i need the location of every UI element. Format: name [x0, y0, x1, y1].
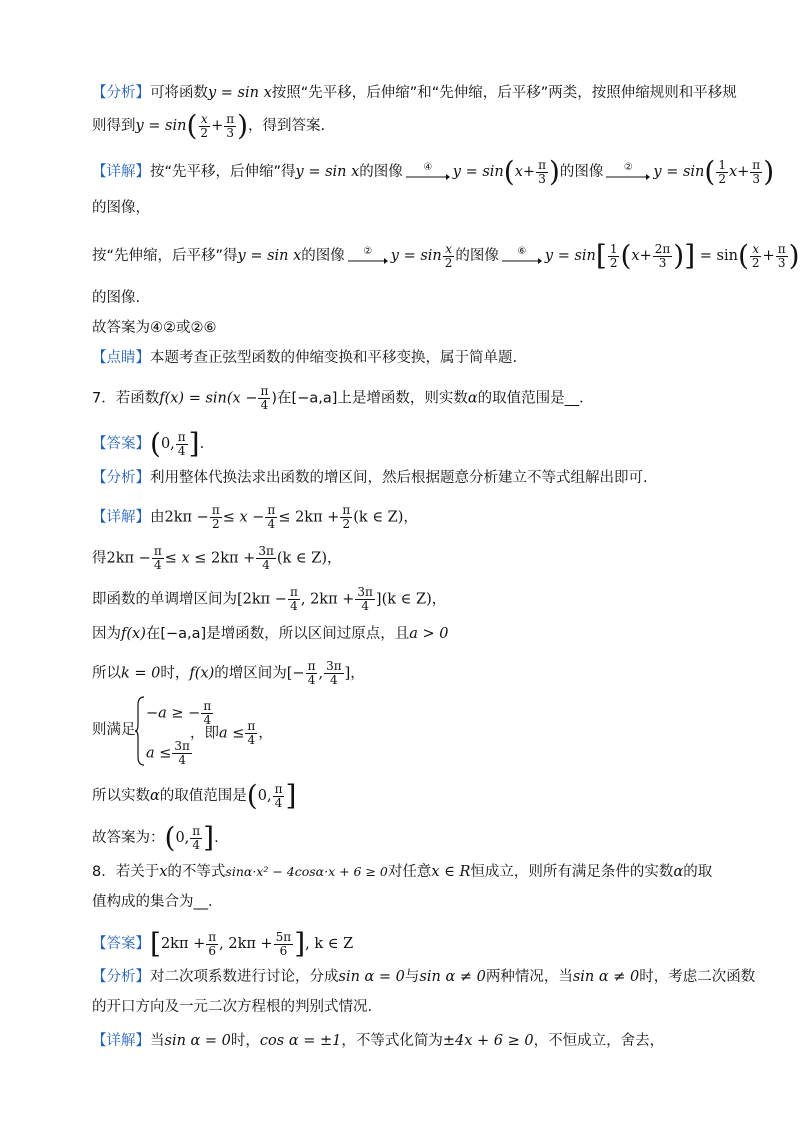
- question-number: 8．若关于: [92, 864, 160, 880]
- math: α: [150, 788, 160, 804]
- math: ±4x + 6 ≥ 0: [442, 1033, 534, 1049]
- text: 在[−a,a]是增函数，所以区间过原点，且: [145, 626, 410, 642]
- analysis-tag: 【分析】: [92, 470, 150, 486]
- math: k = 0: [121, 665, 161, 682]
- p7-analysis: [92, 468, 704, 488]
- text: 的图像: [359, 164, 403, 180]
- comment-tag: 【点睛】: [92, 350, 150, 366]
- math: α: [673, 864, 684, 880]
- paren: (: [186, 109, 198, 142]
- math: (k ∈ Z)，: [276, 550, 342, 567]
- detail-tag: 【详解】: [92, 1033, 150, 1049]
- text: 对任意: [387, 864, 432, 880]
- text: 时，: [160, 665, 190, 682]
- math: y = sin x: [295, 164, 360, 180]
- p6-answer-line: 故答案为④②或②⑥: [92, 320, 217, 336]
- math: cos α = ±1: [259, 1033, 342, 1049]
- text: 时，考虑二次函数: [639, 969, 756, 985]
- math: y = sin x: [208, 85, 272, 101]
- text: 利用整体代换法求出函数的增区间，然后根据题意分析建立不等式组解出即可.: [150, 470, 648, 486]
- p6-analysis-line1: [92, 83, 737, 103]
- answer-blank: __．: [193, 894, 223, 910]
- math: f(x) = sin(x −: [159, 390, 258, 407]
- text: 的增区间为: [214, 665, 287, 682]
- text: ，得到答案.: [248, 118, 326, 134]
- fraction: $\frac{x}{2}$: [200, 111, 209, 140]
- text: 故答案为：: [92, 830, 165, 846]
- p8-question-line2: [92, 892, 704, 912]
- p7-detail-5: 所以k = 0时，f(x)的增区间为[− $\frac{\pi}{4}$ , $\frac{3\pi}{4}$ ]，: [92, 659, 365, 687]
- detail-tag: 【详解】: [92, 509, 150, 526]
- text: 的取值范围是: [477, 390, 565, 407]
- answer-tag: 【答案】: [92, 436, 150, 452]
- p7-detail-1: 【详解】由2kπ − $\frac{\pi}{2}$ ≤ x − $\frac{\pi}{4}$ ≤ 2kπ + $\frac{\pi}{2}$ (k ∈ Z)，: [92, 503, 418, 531]
- question-number: 7．若函数: [92, 390, 160, 407]
- math: x ∈ R: [431, 864, 471, 880]
- p7-system-row2: a ≤ $\frac{3\pi}{4}$: [146, 739, 190, 767]
- p7-detail-4: 因为f(x)在[−a,a]是增函数，所以区间过原点，且a > 0: [92, 626, 449, 642]
- text: 按照“先平移，后伸缩”和“先伸缩，后平移”两类，按照伸缩规则和平移规: [271, 85, 737, 101]
- math: (k ∈ Z)，: [381, 591, 447, 608]
- text: 的图像: [301, 248, 345, 264]
- text: 值构成的集合为: [92, 894, 194, 910]
- text: 按“先平移，后伸缩”得: [150, 164, 296, 180]
- p6-detail-line2: 的图像，: [92, 200, 150, 216]
- text: 所以实数: [92, 788, 150, 804]
- text: )在[−a,a]上是增函数，则实数: [271, 390, 468, 407]
- p8-answer: 【答案】[2kπ + $\frac{\pi}{6}$ , 2kπ + $\frac{5\pi}{6}$ ], k ∈ Z: [92, 927, 354, 960]
- math: α: [467, 390, 478, 407]
- text: 由: [150, 509, 165, 526]
- text: 的取值范围是: [159, 788, 247, 804]
- math: y = sin: [135, 118, 187, 134]
- answer-tag: 【答案】: [92, 936, 150, 952]
- text: 本题考查正弦型函数的伸缩变换和平移变换，属于简单题.: [150, 350, 518, 366]
- arrow-icon: ⑥: [502, 247, 542, 265]
- math: sin α ≠ 0: [572, 969, 640, 985]
- math: y = sin: [452, 164, 504, 180]
- text: 因为: [92, 626, 121, 642]
- text: 得: [92, 550, 107, 567]
- math: , k ∈ Z: [305, 936, 354, 952]
- p7-detail-6-label: 则满足: [92, 722, 136, 738]
- text: 可将函数: [150, 85, 208, 101]
- p6-comment-line: [92, 348, 704, 368]
- text: 的图像: [455, 248, 499, 264]
- math: sin α = 0: [164, 1033, 231, 1049]
- text: 即函数的单调增区间为: [92, 591, 237, 608]
- math: (k ∈ Z)，: [353, 509, 418, 526]
- arrow-icon: ②: [606, 163, 650, 181]
- answer-blank: __．: [564, 390, 594, 407]
- p7-detail-8: 故答案为：(0, $\frac{\pi}{4}$ ].: [92, 821, 219, 854]
- analysis-tag: 【分析】: [92, 85, 150, 101]
- text: 按“先伸缩，后平移”得: [92, 248, 238, 264]
- p7-detail-3: 即函数的单调增区间为[2kπ − $\frac{\pi}{4}$ , 2kπ + $\frac{3\pi}{4}$ ](k ∈ Z)，: [92, 585, 447, 613]
- text: 对二次项系数进行讨论，分成: [150, 969, 339, 985]
- text: 时，: [230, 1033, 260, 1049]
- text: 的不等式: [167, 864, 226, 880]
- text: 两种情况，当: [485, 969, 573, 985]
- detail-tag: 【详解】: [92, 164, 150, 180]
- p6-detail-line3: 按“先伸缩，后平移”得y = sin x的图像 ② y = sin $\frac{x}{2}$ 的图像 ⑥ y = sin[ $\frac{1}{2}$ (x+ $\frac{2\pi}{3}$ )] = sin( $\frac{x}{2}$ + $\frac{\pi}{3}$ ): [92, 239, 800, 272]
- text: 恒成立，则所有满足条件的实数: [470, 864, 674, 880]
- text: ，不等式化简为: [341, 1033, 443, 1049]
- p8-analysis-line2: 的开口方向及一元二次方程根的判别式情况.: [92, 999, 373, 1015]
- text: 与: [404, 969, 420, 985]
- text: 则得到: [92, 118, 136, 134]
- math: y = sin x: [237, 248, 302, 264]
- p8-question-line1: [92, 862, 713, 882]
- paren: ): [237, 109, 249, 142]
- math: sin α ≠ 0: [419, 969, 486, 985]
- p8-analysis-line1: [92, 967, 756, 987]
- p7-detail-6-result: ，即a ≤ $\frac{\pi}{4}$ ，: [190, 719, 273, 747]
- p7-detail-2: 得2kπ − $\frac{\pi}{4}$ ≤ x ≤ 2kπ + $\frac{3\pi}{4}$ (k ∈ Z)，: [92, 544, 342, 572]
- p6-analysis-line2: 则得到y = sin( $\frac{x}{2}$ + $\frac{\pi}{3}$ )，得到答案.: [92, 109, 326, 142]
- text: 所以: [92, 665, 121, 682]
- text: ，即: [190, 725, 219, 742]
- analysis-tag: 【分析】: [92, 969, 150, 985]
- p6-detail-line1: 【详解】按“先平移，后伸缩”得y = sin x的图像 ④ y = sin(x+ $\frac{\pi}{3}$ )的图像 ② y = sin( $\frac{1}{2}$ x+ $\frac{\pi}{3}$ ): [92, 155, 775, 188]
- p7-question: 7．若函数f(x) = sin(x − $\frac{\pi}{4}$ )在[−a,a]上是增函数，则实数α的取值范围是__．: [92, 384, 594, 412]
- math: sinα·x² − 4cosα·x + 6 ≥ 0: [225, 864, 388, 879]
- text: ，不恒成立，舍去，: [533, 1033, 665, 1049]
- text: 的图像: [559, 164, 604, 180]
- p7-detail-7: 所以实数α的取值范围是(0, $\frac{\pi}{4}$ ]: [92, 779, 297, 812]
- math: a > 0: [409, 626, 449, 642]
- text: 当: [150, 1033, 165, 1049]
- p7-system-row1: −a ≥ − $\frac{\pi}{4}$: [146, 699, 212, 727]
- math: sin α = 0: [338, 969, 405, 985]
- arrow-icon: ②: [348, 247, 388, 265]
- p8-detail-line1: [92, 1031, 704, 1051]
- fraction: $\frac{\pi}{3}$: [226, 111, 235, 140]
- arrow-icon: ④: [406, 163, 450, 181]
- p6-detail-line4: 的图像.: [92, 290, 141, 306]
- p7-answer: 【答案】(0, $\frac{\pi}{4}$ ].: [92, 427, 205, 460]
- text: 的取: [683, 864, 713, 880]
- math: x: [159, 864, 168, 880]
